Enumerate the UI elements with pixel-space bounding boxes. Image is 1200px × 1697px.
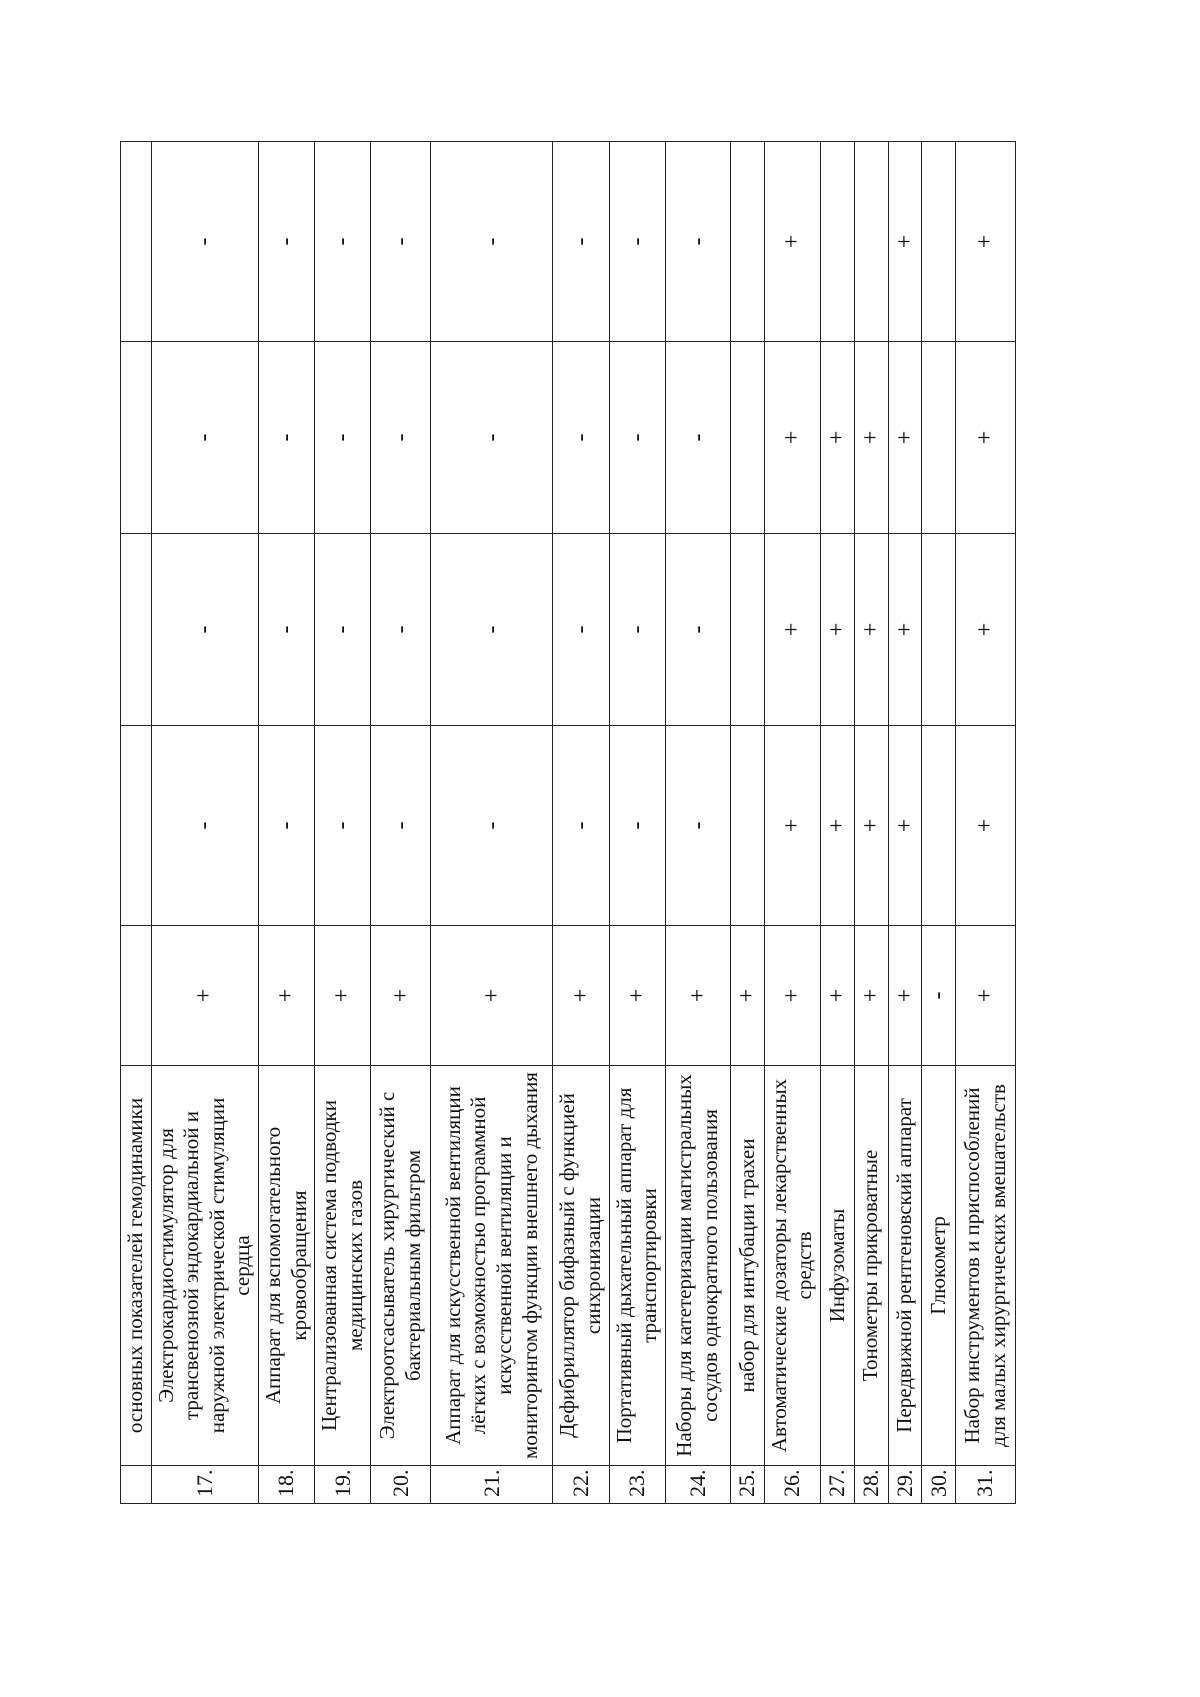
row-number: 29. bbox=[888, 1466, 922, 1504]
availability-mark-col-1: - bbox=[922, 926, 956, 1066]
availability-mark-col-1: + bbox=[431, 926, 553, 1066]
availability-mark-col-2: - bbox=[259, 726, 315, 926]
table-row bbox=[553, 142, 609, 1504]
table-row bbox=[259, 142, 315, 1504]
availability-mark-col-2: - bbox=[665, 726, 730, 926]
row-number: 24. bbox=[665, 1466, 730, 1504]
row-number: 30. bbox=[922, 1466, 956, 1504]
availability-mark-col-5: - bbox=[431, 142, 553, 342]
availability-mark-col-4: + bbox=[956, 342, 1016, 534]
availability-mark-col-1: + bbox=[259, 926, 315, 1066]
table-row bbox=[922, 142, 956, 1504]
table-row bbox=[956, 142, 1016, 1504]
table-row bbox=[854, 142, 888, 1504]
availability-mark-col-3: - bbox=[315, 534, 371, 726]
row-number bbox=[121, 1466, 152, 1504]
availability-mark-col-1: + bbox=[553, 926, 609, 1066]
equipment-name: Аппарат для вспомогательного кровообращения bbox=[259, 1066, 315, 1466]
availability-mark-col-4: - bbox=[665, 342, 730, 534]
row-number: 26. bbox=[764, 1466, 820, 1504]
availability-mark-col-2 bbox=[730, 726, 764, 926]
availability-mark-col-5 bbox=[820, 142, 854, 342]
table-row bbox=[121, 142, 152, 1504]
availability-mark-col-4: + bbox=[764, 342, 820, 534]
availability-mark-col-4: + bbox=[888, 342, 922, 534]
equipment-name: Передвижной рентгеновский аппарат bbox=[888, 1066, 922, 1466]
equipment-name: Тонометры прикроватные bbox=[854, 1066, 888, 1466]
row-number: 18. bbox=[259, 1466, 315, 1504]
availability-mark-col-1: + bbox=[315, 926, 371, 1066]
availability-mark-col-3: + bbox=[888, 534, 922, 726]
availability-mark-col-3: - bbox=[553, 534, 609, 726]
availability-mark-col-4: - bbox=[431, 342, 553, 534]
row-number: 25. bbox=[730, 1466, 764, 1504]
table-row bbox=[371, 142, 431, 1504]
availability-mark-col-3: - bbox=[371, 534, 431, 726]
row-number: 20. bbox=[371, 1466, 431, 1504]
row-number: 23. bbox=[609, 1466, 665, 1504]
availability-mark-col-5: - bbox=[315, 142, 371, 342]
row-number: 17. bbox=[151, 1466, 258, 1504]
availability-mark-col-4 bbox=[121, 342, 152, 534]
equipment-name: Глюкометр bbox=[922, 1066, 956, 1466]
table-row bbox=[820, 142, 854, 1504]
table-row bbox=[730, 142, 764, 1504]
availability-mark-col-3: + bbox=[764, 534, 820, 726]
availability-mark-col-5: - bbox=[553, 142, 609, 342]
row-number: 19. bbox=[315, 1466, 371, 1504]
availability-mark-col-3: + bbox=[820, 534, 854, 726]
availability-mark-col-2: - bbox=[151, 726, 258, 926]
availability-mark-col-1: + bbox=[820, 926, 854, 1066]
availability-mark-col-3 bbox=[121, 534, 152, 726]
availability-mark-col-1: + bbox=[609, 926, 665, 1066]
availability-mark-col-2: - bbox=[431, 726, 553, 926]
table-row bbox=[315, 142, 371, 1504]
availability-mark-col-5: - bbox=[151, 142, 258, 342]
availability-mark-col-4 bbox=[730, 342, 764, 534]
availability-mark-col-3: - bbox=[431, 534, 553, 726]
availability-mark-col-5 bbox=[854, 142, 888, 342]
availability-mark-col-2: - bbox=[315, 726, 371, 926]
equipment-name: Электрокардиостимулятор для трансвенозной эндокардиальной и наружной электрической стимуляции сердца bbox=[151, 1066, 258, 1466]
availability-mark-col-5: - bbox=[259, 142, 315, 342]
availability-mark-col-3: - bbox=[609, 534, 665, 726]
availability-mark-col-3: + bbox=[956, 534, 1016, 726]
row-number: 21. bbox=[431, 1466, 553, 1504]
availability-mark-col-1: + bbox=[730, 926, 764, 1066]
availability-mark-col-5: - bbox=[609, 142, 665, 342]
availability-mark-col-1: + bbox=[371, 926, 431, 1066]
availability-mark-col-1 bbox=[121, 926, 152, 1066]
table-row bbox=[431, 142, 553, 1504]
availability-mark-col-2 bbox=[121, 726, 152, 926]
availability-mark-col-4: - bbox=[371, 342, 431, 534]
availability-mark-col-2: + bbox=[854, 726, 888, 926]
equipment-name: набор для интубации трахеи bbox=[730, 1066, 764, 1466]
availability-mark-col-2: + bbox=[888, 726, 922, 926]
availability-mark-col-1: + bbox=[854, 926, 888, 1066]
availability-mark-col-5 bbox=[922, 142, 956, 342]
table-row bbox=[888, 142, 922, 1504]
availability-mark-col-4: - bbox=[151, 342, 258, 534]
availability-mark-col-3: - bbox=[665, 534, 730, 726]
availability-mark-col-5: + bbox=[888, 142, 922, 342]
availability-mark-col-5: + bbox=[956, 142, 1016, 342]
availability-mark-col-1: + bbox=[665, 926, 730, 1066]
availability-mark-col-2: - bbox=[609, 726, 665, 926]
equipment-name: основных показателей гемодинамики bbox=[121, 1066, 152, 1466]
availability-mark-col-5 bbox=[730, 142, 764, 342]
table-row bbox=[151, 142, 258, 1504]
availability-mark-col-5: - bbox=[665, 142, 730, 342]
availability-mark-col-3: - bbox=[259, 534, 315, 726]
table-row bbox=[764, 142, 820, 1504]
availability-mark-col-2: - bbox=[553, 726, 609, 926]
availability-mark-col-2: - bbox=[371, 726, 431, 926]
availability-mark-col-1: + bbox=[151, 926, 258, 1066]
availability-mark-col-2: + bbox=[820, 726, 854, 926]
availability-mark-col-2: + bbox=[764, 726, 820, 926]
availability-mark-col-1: + bbox=[956, 926, 1016, 1066]
availability-mark-col-5: + bbox=[764, 142, 820, 342]
availability-mark-col-3: + bbox=[854, 534, 888, 726]
equipment-name: Наборы для катетеризации магистральных сосудов однократного пользования bbox=[665, 1066, 730, 1466]
availability-mark-col-3: - bbox=[151, 534, 258, 726]
equipment-name: Электроотсасыватель хирургический с бактериальным фильтром bbox=[371, 1066, 431, 1466]
availability-mark-col-4: + bbox=[820, 342, 854, 534]
table-body bbox=[121, 142, 1016, 1504]
availability-mark-col-4: - bbox=[553, 342, 609, 534]
table-row bbox=[665, 142, 730, 1504]
row-number: 27. bbox=[820, 1466, 854, 1504]
equipment-name: Портативный дыхательный аппарат для транспортировки bbox=[609, 1066, 665, 1466]
availability-mark-col-2: + bbox=[956, 726, 1016, 926]
availability-mark-col-3 bbox=[922, 534, 956, 726]
equipment-name: Набор инструментов и приспособлений для малых хирургических вмешательств bbox=[956, 1066, 1016, 1466]
row-number: 28. bbox=[854, 1466, 888, 1504]
availability-mark-col-4: - bbox=[259, 342, 315, 534]
equipment-table bbox=[120, 141, 1016, 1504]
availability-mark-col-5 bbox=[121, 142, 152, 342]
availability-mark-col-4: - bbox=[315, 342, 371, 534]
row-number: 22. bbox=[553, 1466, 609, 1504]
availability-mark-col-3 bbox=[730, 534, 764, 726]
availability-mark-col-4 bbox=[922, 342, 956, 534]
equipment-name: Инфузоматы bbox=[820, 1066, 854, 1466]
availability-mark-col-1: + bbox=[888, 926, 922, 1066]
availability-mark-col-2 bbox=[922, 726, 956, 926]
equipment-name: Дефибриллятор бифазный с функцией синхронизации bbox=[553, 1066, 609, 1466]
availability-mark-col-4: + bbox=[854, 342, 888, 534]
equipment-name: Аппарат для искусственной вентиляции лёгких с возможностью программной искусственной вентиляции и мониторингом функции внешнего дыхания bbox=[431, 1066, 553, 1466]
row-number: 31. bbox=[956, 1466, 1016, 1504]
equipment-name: Централизованная система подводки медицинских газов bbox=[315, 1066, 371, 1466]
availability-mark-col-4: - bbox=[609, 342, 665, 534]
table-row bbox=[609, 142, 665, 1504]
availability-mark-col-1: + bbox=[764, 926, 820, 1066]
availability-mark-col-5: - bbox=[371, 142, 431, 342]
equipment-name: Автоматические дозаторы лекарственных средств bbox=[764, 1066, 820, 1466]
